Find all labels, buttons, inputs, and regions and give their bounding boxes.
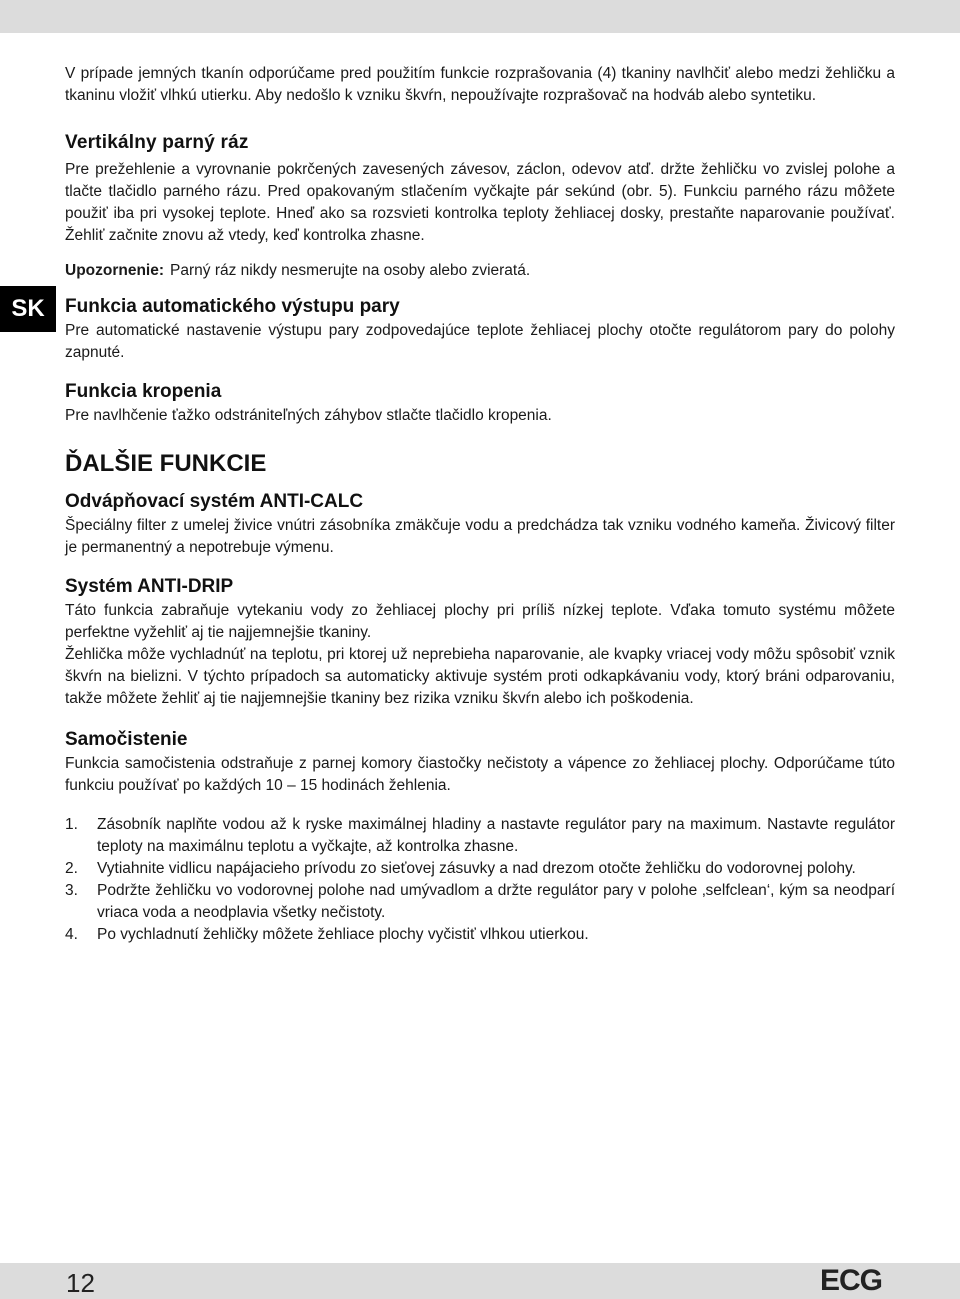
self-clean-steps [65, 814, 895, 946]
step-number: 3. [65, 882, 78, 899]
manual-content [65, 63, 895, 946]
language-tab: SK [0, 286, 56, 332]
step-text: Vytiahnite vidlicu napájacieho prívodu zo sieťovej zásuvky a nad drezom otočte žehličku do vodorovnej polohy. [97, 860, 856, 877]
step-text: Po vychladnutí žehličky môžete žehliace plochy vyčistiť vlhkou utierkou. [97, 926, 589, 943]
anti-drip-text-2: Žehlička môže vychladnúť na teplotu, pri ktorej už neprebieha naparovanie, ale kvapky vriacej vody môžu spôsobiť vznik škvŕn na bielizni. V týchto prípadoch sa automaticky aktivuje systém proti odkapkávaniu vody, ktorý bráni odparovaniu, takže môžete žehliť aj tie najjemnejšie tkaniny bez rizika vzniku škvŕn alebo ich poškodenia. [65, 646, 895, 707]
anti-drip-text-1: Táto funkcia zabraňuje vytekaniu vody zo žehliacej plochy pri príliš nízkej teplote. Vďaka tomuto systému môžete perfektne vyžehliť aj tie najjemnejšie tkaniny. [65, 602, 895, 641]
vertical-steam-text: Pre prežehlenie a vyrovnanie pokrčených zavesených závesov, záclon, odevov atď. držte žehličku vo zvislej polohe a tlačte tlačidlo parného rázu. Pred opakovaným stlačením vyčkajte pár sekúnd (obr. 5). Funkciu parného rázu môžete použiť iba pri vysokej teplote. Hneď ako sa rozsvieti kontrolka teploty žehliacej dosky, prestaňte naparovanie používať. Žehliť začnite znovu až vtedy, keď kontrolka zhasne. [65, 161, 895, 244]
anti-drip-heading: Systém ANTI-DRIP [65, 576, 234, 597]
step-text: Podržte žehličku vo vodorovnej polohe nad umývadlom a držte regulátor pary v polohe ‚selfclean‘, kým sa neodparí vriaca voda a neodplavia všetky nečistoty. [97, 882, 895, 921]
anti-calc-text: Špeciálny filter z umelej živice vnútri zásobníka zmäkčuje vodu a predchádza tak vzniku vodného kameňa. Živicový filter je permanentný a nepotrebuje výmenu. [65, 517, 895, 556]
self-clean-heading: Samočistenie [65, 729, 188, 750]
anti-calc-heading: Odvápňovací systém ANTI-CALC [65, 491, 364, 512]
list-item [65, 814, 895, 858]
step-text: Zásobník naplňte vodou až k ryske maximálnej hladiny a nastavte regulátor pary na maximum. Nastavte regulátor teploty na maximálnu teplotu a vyčkajte, až kontrolka zhasne. [97, 816, 895, 855]
spray-heading: Funkcia kropenia [65, 381, 222, 402]
more-functions-heading: ĎALŠIE FUNKCIE [65, 450, 267, 477]
self-clean-text: Funkcia samočistenia odstraňuje z parnej komory čiastočky nečistoty a vápence zo žehliacej plochy. Odporúčame túto funkciu používať po každých 10 – 15 hodinách žehlenia. [65, 755, 895, 794]
intro-paragraph: V prípade jemných tkanín odporúčame pred použitím funkcie rozprašovania (4) tkaniny navlhčiť alebo medzi žehličku a tkaninu vložiť vlhkú utierku. Aby nedošlo k vzniku škvŕn, nepoužívajte rozprašovač na hodváb alebo syntetiku. [65, 65, 895, 104]
warning-label: Upozornenie: [65, 262, 165, 279]
footer-band [0, 1263, 960, 1299]
list-item [65, 858, 895, 880]
warning-text: Parný ráz nikdy nesmerujte na osoby alebo zvieratá. [170, 262, 531, 279]
brand-logo: ECG [820, 1264, 883, 1297]
step-number: 4. [65, 926, 78, 943]
auto-steam-heading: Funkcia automatického výstupu pary [65, 296, 400, 317]
page-number: 12 [66, 1268, 95, 1298]
list-item [65, 924, 895, 946]
spray-text: Pre navlhčenie ťažko odstrániteľných záhybov stlačte tlačidlo kropenia. [65, 407, 552, 424]
vertical-steam-heading: Vertikálny parný ráz [65, 132, 249, 153]
step-number: 1. [65, 816, 78, 833]
auto-steam-text: Pre automatické nastavenie výstupu pary zodpovedajúce teplote žehliacej plochy otočte regulátorom pary do polohy zapnuté. [65, 322, 895, 361]
warning-paragraph [65, 260, 895, 282]
header-band [0, 0, 960, 33]
step-number: 2. [65, 860, 78, 877]
list-item [65, 880, 895, 924]
